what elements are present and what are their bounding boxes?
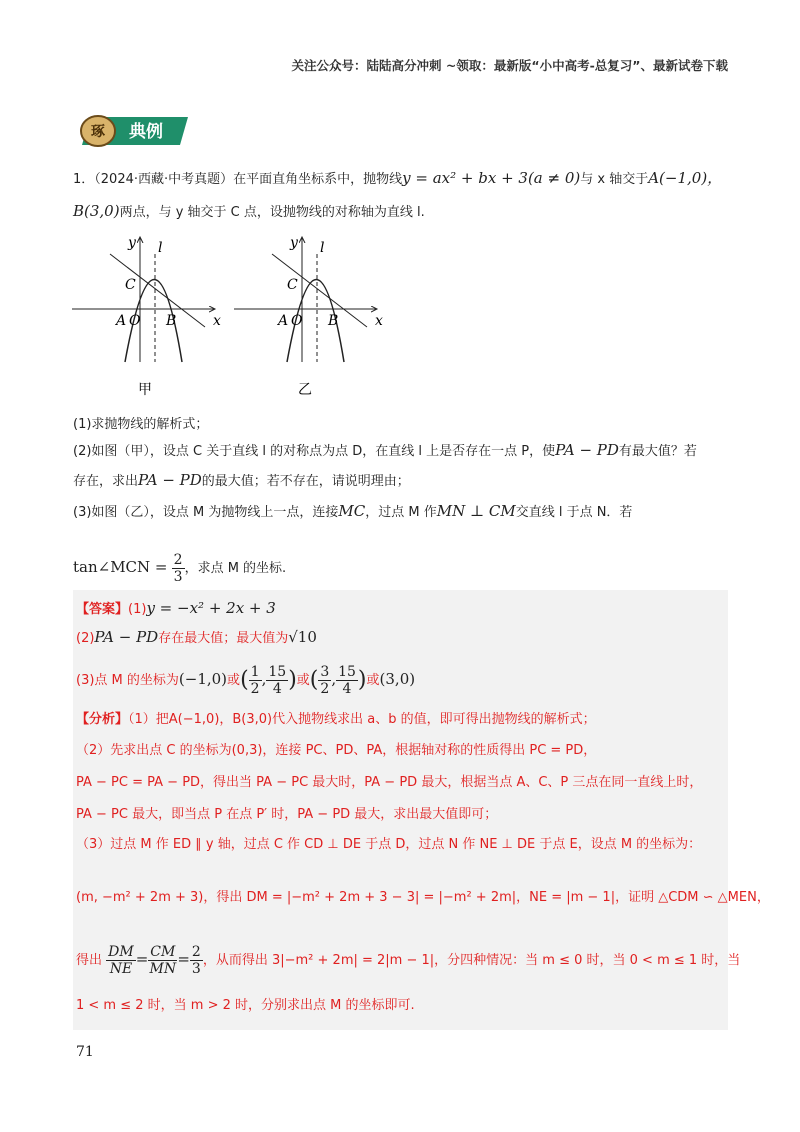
analysis-text-1: （1）把A(−1,0)，B(3,0)代入抛物线求出 a、b 的值，即可得出抛物线的解析式； [128,712,596,727]
answer-point-4: (3,0) [379,670,416,688]
question-number: 1． [73,172,95,187]
point-b: B(3,0) [73,202,120,220]
answer-p3-x [318,664,331,697]
part-3-text: (3)如图（乙），设点 M 为抛物线上一点，连接 [73,505,339,520]
or-1: 或 [227,673,241,688]
question-line-1 [73,168,722,190]
example-banner [76,112,196,150]
p2y-den: 4 [272,681,282,697]
question-text: 与 x 轴交于 [580,172,649,187]
three: 3 [191,961,201,977]
axis-label-a: A [278,313,289,329]
frac-2-3 [190,944,203,977]
p2x-num: 1 [250,664,260,680]
banner-label: 典例 [129,122,163,142]
axis-label-y: y [128,235,136,251]
axis-label-l: l [320,240,325,256]
figure-label-jia: 甲 [138,382,152,398]
analysis-line-1 [76,710,596,730]
frac-dm-ne [106,944,136,977]
answer-2-prefix: (2) [76,631,95,646]
part-2-text-c: 存在，求出 [73,474,139,489]
answer-line-1 [76,598,276,620]
question-text-2: 两点，与 y 轴交于 C 点，设抛物线的对称轴为直线 l. [119,205,425,220]
analysis-line-8: 1 < m ≤ 2 时，当 m > 2 时，分别求出点 M 的坐标即可. [76,998,415,1013]
tan-fraction [172,552,185,585]
analysis-7-text: ，从而得出 3|−m² + 2m| = 2|m − 1|，分四种情况：当 m ≤ 0 时，当 0 < m ≤ 1 时，当 [202,953,741,968]
part-3-line-2 [73,552,286,585]
part-2-expr: PA − PD [555,441,619,459]
eq-2: = [177,950,190,968]
answer-1-prefix: (1) [128,602,147,617]
svg-text:琢: 琢 [91,124,105,140]
mn: MN [149,961,177,977]
header-note: 关注公众号：陆陆高分冲刺 ~领取：最新版“小中高考-总复习”、最新试卷下载 [291,58,728,73]
answer-2-text: 存在最大值；最大值为 [158,631,289,646]
axis-label-x: x [213,313,221,329]
part-1: (1)求抛物线的解析式； [73,417,209,432]
frac-num: 2 [173,552,183,568]
answer-p2-y [266,664,288,697]
axis-label-c: C [125,277,136,293]
p3x-num: 3 [320,664,330,680]
part-2-line-2 [73,470,410,492]
or-3: 或 [366,673,380,688]
part-2-expr-2: PA − PD [138,471,202,489]
axis-label-c: C [287,277,298,293]
p3y-num: 15 [338,664,356,680]
answer-2-expr: PA − PD [94,628,159,646]
figure-yi [234,235,383,398]
p2y-num: 15 [268,664,287,680]
point-a: A(−1,0)， [648,169,723,187]
frac-cm-mn [148,944,177,977]
dm: DM [108,944,134,960]
answer-p3-y [336,664,358,697]
perpendicular-expr: MN ⊥ CM [436,502,516,520]
part-3-line-1 [73,501,632,523]
p3x-den: 2 [320,681,330,697]
part-2-text: (2)如图（甲），设点 C 关于直线 l 的对称点为点 D，在直线 l 上是否存在一点 P，使 [73,444,556,459]
answer-line-3: (3)点 M 的坐标为(−1,0)或( $\frac{1}{2}$ , $\frac{15}{4}$ )或( $\frac{3}{2}$ , $\frac{15}{4}$ )或(3,0) [76,664,416,697]
axis-label-b: B [328,313,339,329]
part-3-text-b: ，过点 M 作 [365,505,437,520]
tan-expr: tan∠MCN = [73,558,168,576]
figures [70,232,390,402]
part-2-text-d: 的最大值；若不存在，请说明理由； [201,474,410,489]
p2x-den: 2 [250,681,260,697]
analysis-line-6: (m, −m² + 2m + 3)，得出 DM = |−m² + 2m + 3 − 3| = |−m² + 2m|，NE = |m − 1|，证明 △CDM ∽ △MEN， [76,890,770,905]
eq-1: = [135,950,149,968]
cm: CM [150,944,176,960]
part-2-line-1 [73,440,697,462]
ne: NE [109,961,133,977]
analysis-line-2: （2）先求出点 C 的坐标为(0,3)，连接 PC、PD、PA，根据轴对称的性质得出 PC = PD， [76,743,597,758]
analysis-tag: 【分析】 [76,712,129,727]
axis-label-x: x [375,313,383,329]
part-3-text-d: ，求点 M 的坐标. [184,561,287,576]
parabola-equation: y = ax² + bx + 3(a ≠ 0) [402,169,581,187]
segment-mc: MC [338,502,366,520]
answer-tag: 【答案】 [76,602,129,617]
axis-label-l: l [158,240,163,256]
answer-point-1: (−1,0) [178,670,228,688]
p3y-den: 4 [342,681,352,697]
answer-line-2 [76,627,317,649]
analysis-line-3: PA − PC = PA − PD，得出当 PA − PC 最大时，PA − PD 最大，根据当点 A、C、P 三点在同一直线上时， [76,775,703,790]
answer-2-value: √10 [288,628,317,646]
answer-1: y = −x² + 2x + 3 [146,599,276,617]
figure-label-yi: 乙 [298,382,312,398]
answer-3-prefix: (3)点 M 的坐标为 [76,673,179,688]
question-source: （2024·西藏·中考真题）在平面直角坐标系中，抛物线 [94,172,403,187]
analysis-line-5: （3）过点 M 作 ED ∥ y 轴，过点 C 作 CD ⊥ DE 于点 D，过点 N 作 NE ⊥ DE 于点 E，设点 M 的坐标为： [76,837,702,852]
axis-label-o: O [129,313,141,329]
analysis-line-7 [76,944,740,977]
answer-p2-x [249,664,262,697]
figure-jia [72,235,221,398]
axis-label-o: O [291,313,303,329]
analysis-line-4: PA − PC 最大，即当点 P 在点 P′ 时，PA − PD 最大，求出最大值即可； [76,807,498,822]
axis-label-a: A [116,313,127,329]
axis-label-b: B [166,313,177,329]
question-line-2 [73,201,425,223]
or-2: 或 [296,673,310,688]
frac-den: 3 [173,569,183,585]
two: 2 [191,944,201,960]
analysis-7-prefix: 得出 [76,953,103,968]
axis-label-y: y [290,235,298,251]
part-2-text-b: 有最大值？若 [618,444,697,459]
page-number: 71 [76,1044,94,1060]
part-3-text-c: 交直线 l 于点 N．若 [515,505,633,520]
